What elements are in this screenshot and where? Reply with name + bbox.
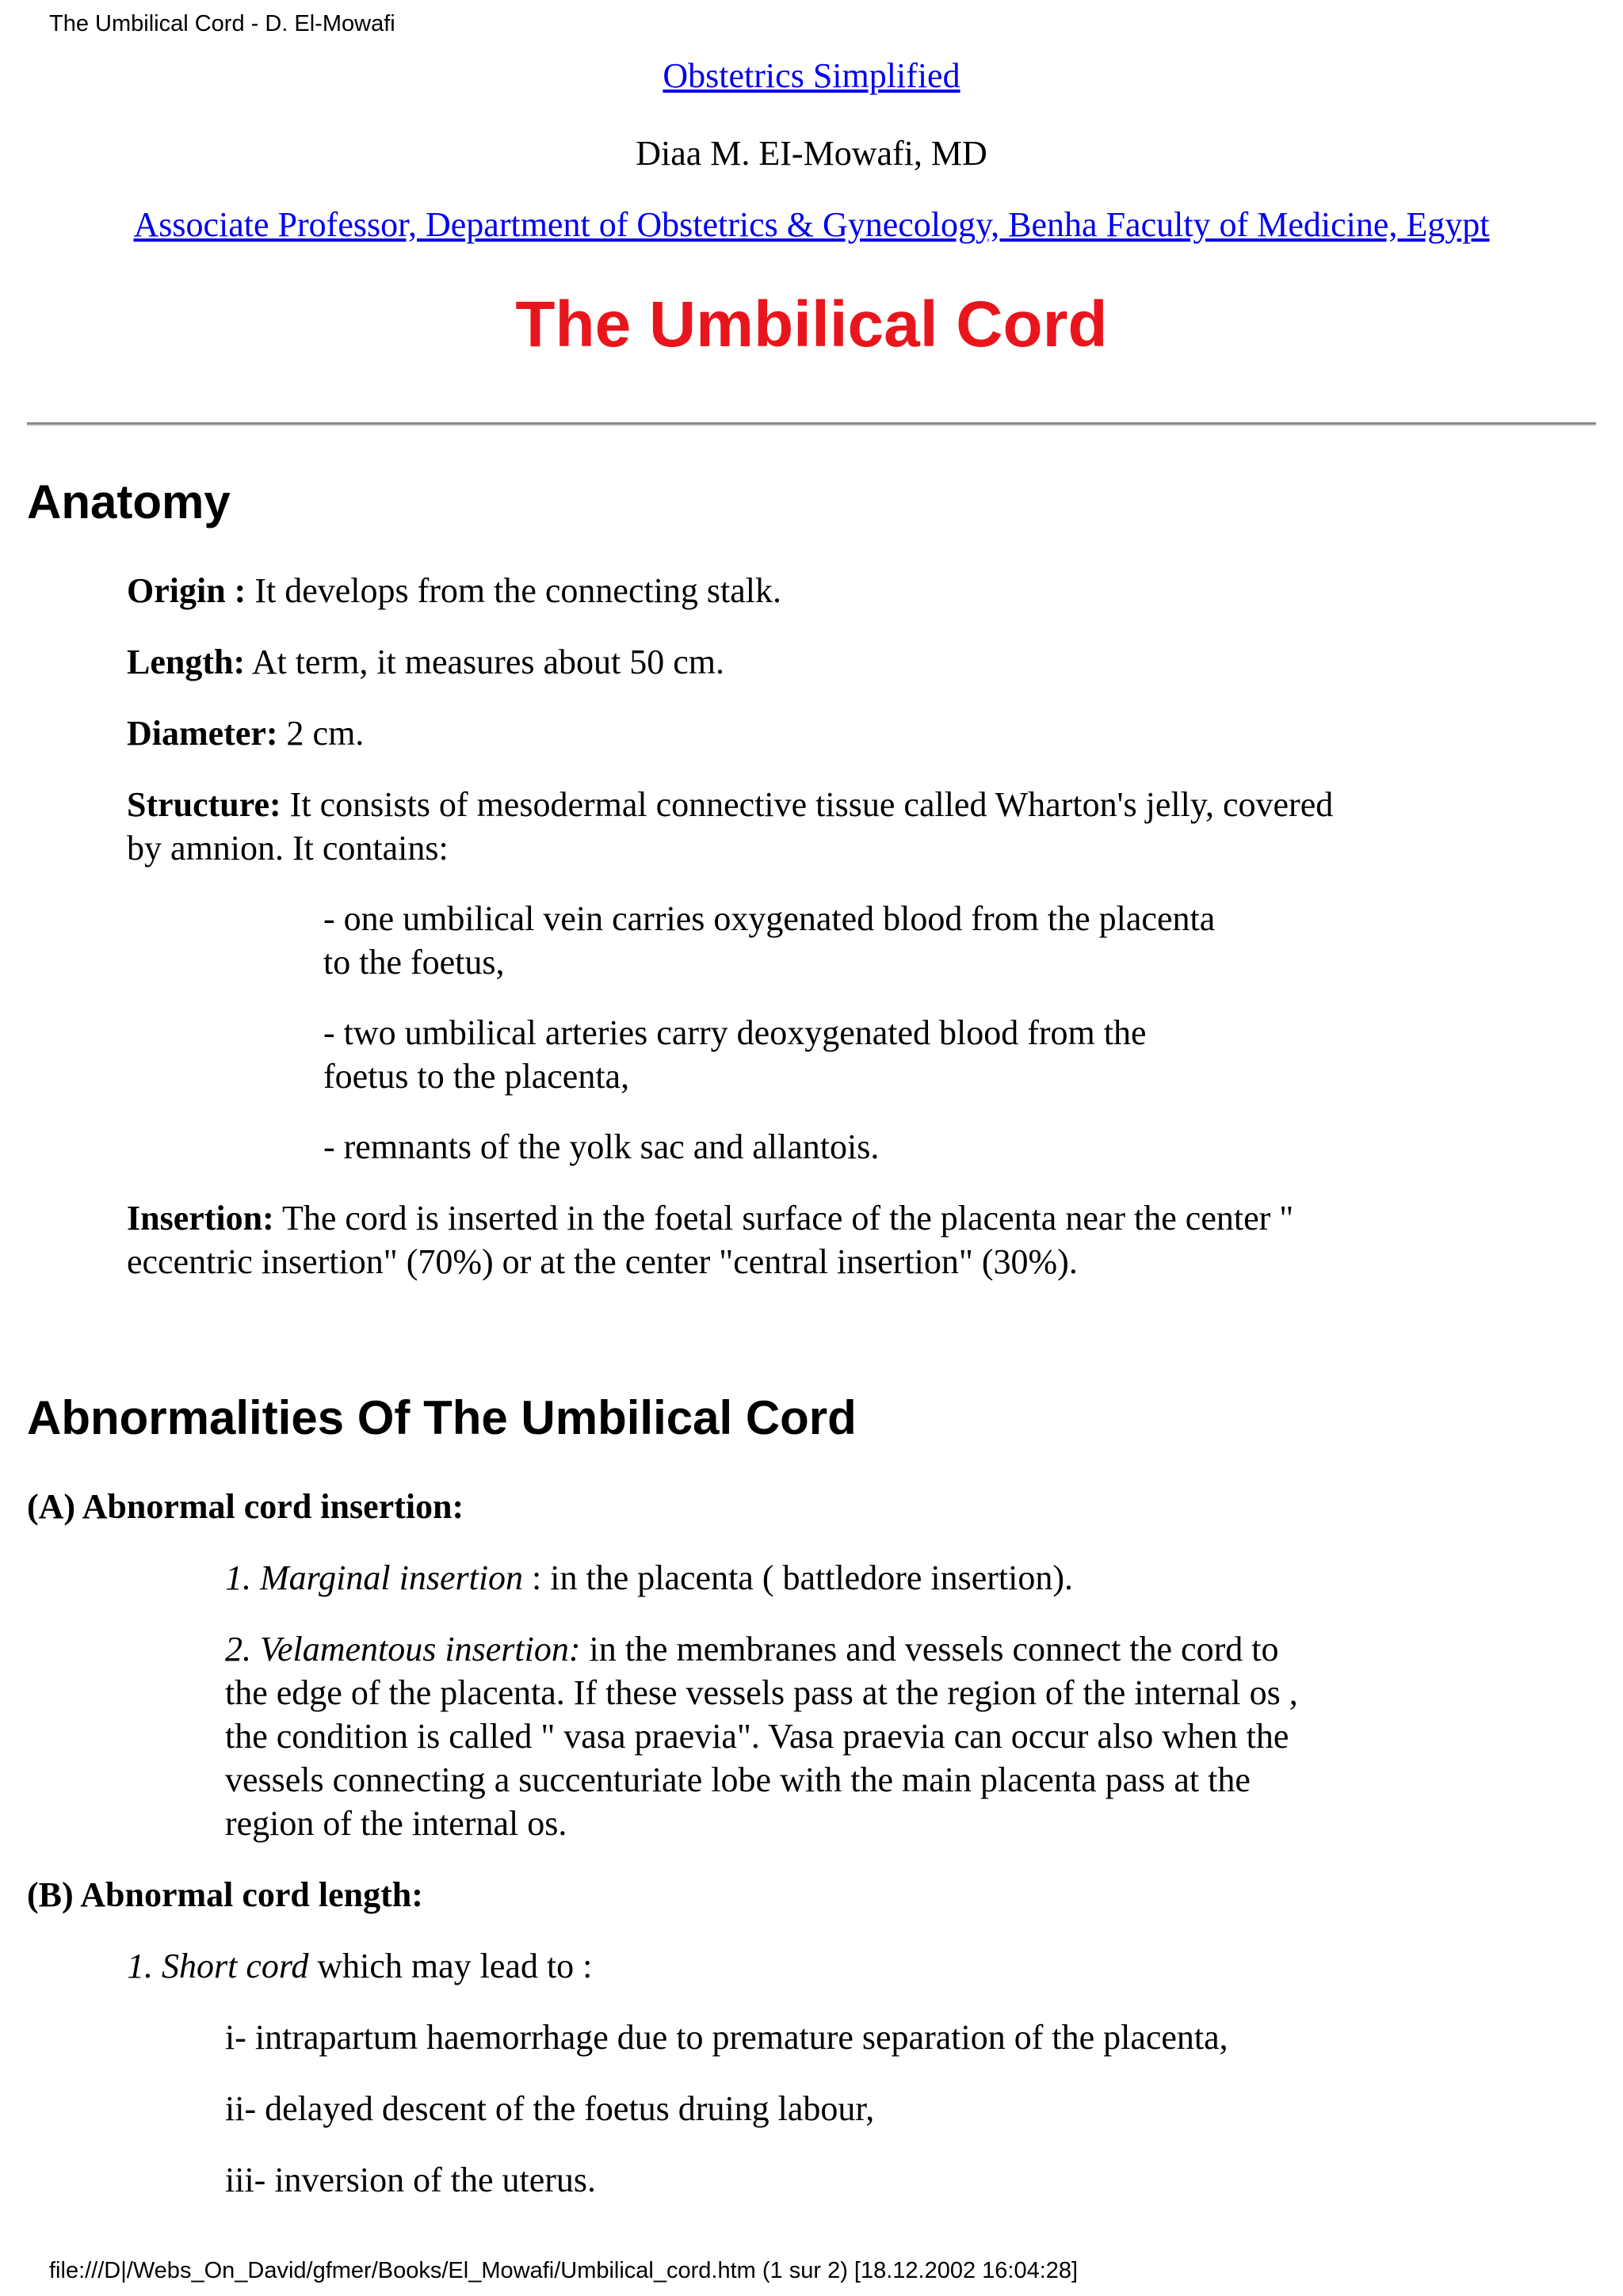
page-title: The Umbilical Cord [515,288,1108,360]
consequence-text: iii- inversion of the uterus. [225,2161,597,2199]
origin-label: Origin : [127,571,246,610]
print-footer-path: file:///D|/Webs_On_David/gfmer/Books/El_Mowafi/Umbilical_cord.htm (1 sur 2) [18.12.2002 16:04:28] [49,2258,1079,2283]
horizontal-rule [27,422,1596,426]
length-label: Length: [127,643,246,681]
section-b-heading [27,1873,423,1917]
short-cord-term: 1. Short cord [127,1947,309,1985]
marginal-insertion-item [225,1556,1073,1600]
book-link-line [0,54,1623,98]
structure-paragraph [127,783,1333,870]
velamentous-text-line2: the edge of the placenta. If these vessels pass at the region of the internal os , [225,1673,1298,1712]
consequence-item [225,2158,596,2202]
insertion-label: Insertion: [127,1199,274,1238]
abnormalities-heading: Abnormalities Of The Umbilical Cord [27,1391,857,1444]
content-item-remnants [323,1125,879,1169]
length-text: At term, it measures about 50 cm. [245,643,724,681]
velamentous-insertion-term: 2. Velamentous insertion: [225,1630,581,1669]
origin-paragraph [127,569,781,612]
velamentous-insertion-item [225,1627,1298,1845]
velamentous-text-line4: vessels connecting a succenturiate lobe with the main placenta pass at the [225,1760,1251,1799]
diameter-label: Diameter: [127,714,278,753]
origin-text: It develops from the connecting stalk. [246,571,782,610]
affiliation-line [0,203,1623,247]
anatomy-heading: Anatomy [27,475,231,528]
velamentous-text-line5: region of the internal os. [225,1804,567,1843]
print-header-title: The Umbilical Cord - D. El-Mowafi [49,11,395,36]
marginal-insertion-term: 1. Marginal insertion [225,1558,524,1597]
content-item-line: - remnants of the yolk sac and allantois. [323,1127,880,1166]
section-a-heading [27,1485,464,1528]
content-item-vein [323,897,1215,984]
marginal-insertion-text: : in the placenta ( battledore insertion). [523,1558,1074,1597]
book-link[interactable]: Obstetrics Simplified [663,56,960,95]
velamentous-text-line1: in the membranes and vessels connect the cord to [580,1630,1279,1669]
author-name: Diaa M. EI-Mowafi, MD [636,134,987,173]
length-paragraph [127,640,724,684]
content-item-line: - one umbilical vein carries oxygenated blood from the placenta [323,899,1216,938]
insertion-text-line1: The cord is inserted in the foetal surface of the placenta near the center " [273,1199,1294,1238]
affiliation-link[interactable]: Associate Professor, Department of Obstetrics & Gynecology, Benha Faculty of Medicine, Egypt [133,205,1490,244]
content-item-line: - two umbilical arteries carry deoxygenated blood from the [323,1013,1147,1052]
short-cord-item [127,1944,592,1988]
diameter-paragraph [127,711,364,755]
short-cord-text: which may lead to : [308,1947,593,1985]
section-a-heading-text: (A) Abnormal cord insertion: [27,1487,464,1526]
diameter-text: 2 cm. [277,714,365,753]
structure-label: Structure: [127,785,281,824]
content-item-line: foetus to the placenta, [323,1057,630,1096]
consequence-item [225,2087,874,2130]
content-item-line: to the foetus, [323,943,505,982]
consequence-text: i- intrapartum haemorrhage due to premature separation of the placenta, [225,2018,1228,2057]
insertion-paragraph [127,1196,1293,1283]
insertion-text-line2: eccentric insertion" (70%) or at the center "central insertion" (30%). [127,1242,1078,1281]
content-item-arteries [323,1011,1147,1098]
consequence-item [225,2016,1228,2059]
consequence-text: ii- delayed descent of the foetus druing labour, [225,2089,875,2128]
structure-text-line2: by amnion. It contains: [127,829,449,868]
structure-text-line1: It consists of mesodermal connective tissue called Wharton's jelly, covered [281,785,1334,824]
velamentous-text-line3: the condition is called " vasa praevia". Vasa praevia can occur also when the [225,1717,1289,1756]
section-b-heading-text: (B) Abnormal cord length: [27,1875,423,1914]
